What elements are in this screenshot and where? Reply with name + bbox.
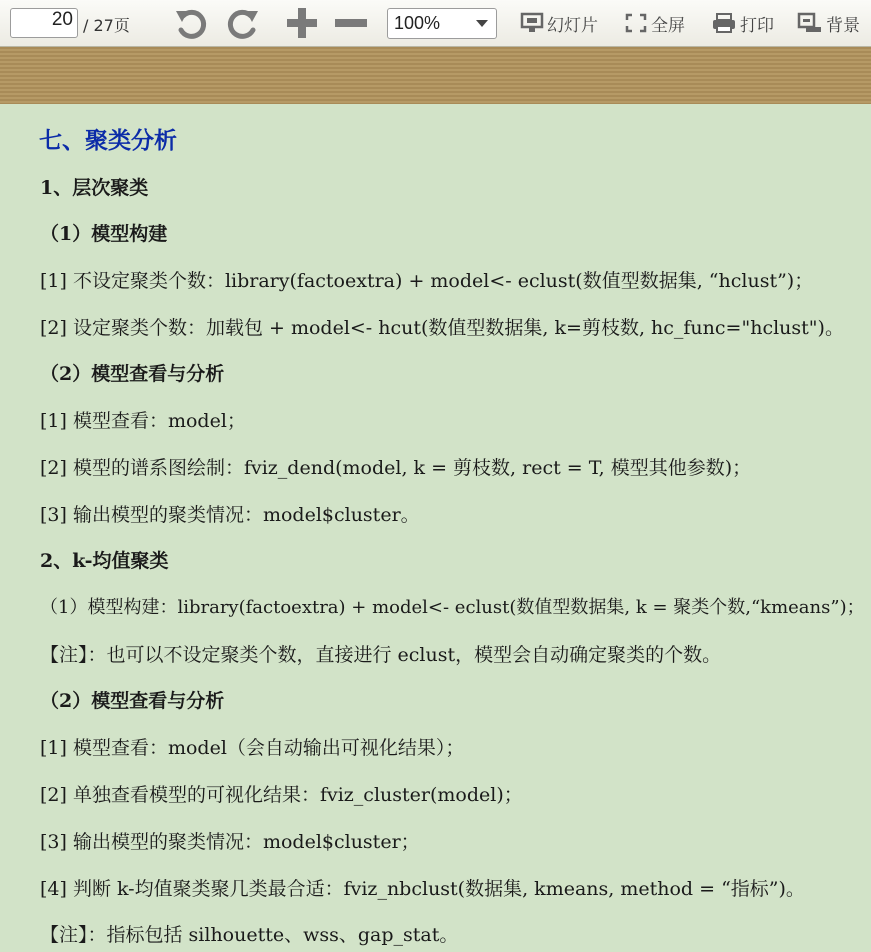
subheading: （2）模型查看与分析 [40,690,225,712]
text-line: [4] 判断 k-均值聚类聚几类最合适：fviz_nbclust(数据集, kmeans, method = “指标”)。 [40,878,805,900]
subheading: （1）模型构建 [40,223,168,245]
chevron-down-icon [476,20,488,27]
text-line: [1] 不设定聚类个数：library(factoextra) + model<- eclust(数值型数据集, “hclust”)； [40,270,814,292]
background-label: 背景 [826,15,860,36]
redo-icon[interactable] [222,4,262,44]
toolbar [0,0,871,47]
zoom-out-icon[interactable] [332,4,370,42]
subsection-title: 2、k-均值聚类 [40,550,169,572]
page-number-input[interactable]: 20 [10,8,78,38]
print-icon [711,12,737,34]
fullscreen-button[interactable] [624,10,685,36]
print-label: 打印 [740,15,774,36]
fullscreen-icon [624,12,648,34]
zoom-select[interactable] [387,8,497,39]
slideshow-label: 幻灯片 [547,15,598,36]
fullscreen-label: 全屏 [651,15,685,36]
text-line: [1] 模型查看：model（会自动输出可视化结果）； [40,737,465,759]
text-line: [2] 模型的谱系图绘制：fviz_dend(model, k = 剪枝数, rect = T, 模型其他参数)； [40,457,752,479]
zoom-in-icon[interactable] [283,4,321,42]
background-icon [797,12,823,34]
section-title: 七、聚类分析 [39,127,177,154]
subsection-title: 1、层次聚类 [40,177,149,199]
page-top-band [0,47,871,104]
page-total: / 27页 [83,16,130,35]
print-button[interactable] [711,10,774,36]
document-page [0,104,871,952]
text-line: （1）模型构建：library(factoextra) + model<- eclust(数值型数据集, k = 聚类个数,“kmeans”)； [40,597,865,618]
text-line: [3] 输出模型的聚类情况：model$cluster； [40,831,420,853]
undo-icon[interactable] [172,4,212,44]
text-line: [2] 设定聚类个数：加载包 + model<- hcut(数值型数据集, k=剪枝数, hc_func="hclust")。 [40,317,844,339]
slideshow-button[interactable] [520,10,598,36]
note-line: 【注】：指标包括 silhouette、wss、gap_stat。 [40,924,459,946]
text-line: [3] 输出模型的聚类情况：model$cluster。 [40,504,420,526]
slideshow-icon [520,12,544,34]
subheading: （2）模型查看与分析 [40,363,225,385]
note-line: 【注】：也可以不设定聚类个数，直接进行 eclust，模型会自动确定聚类的个数。 [40,644,722,666]
zoom-value: 100% [394,13,441,33]
background-button[interactable] [797,10,860,36]
text-line: [2] 单独查看模型的可视化结果：fviz_cluster(model)； [40,784,523,806]
text-line: [1] 模型查看：model； [40,410,246,432]
